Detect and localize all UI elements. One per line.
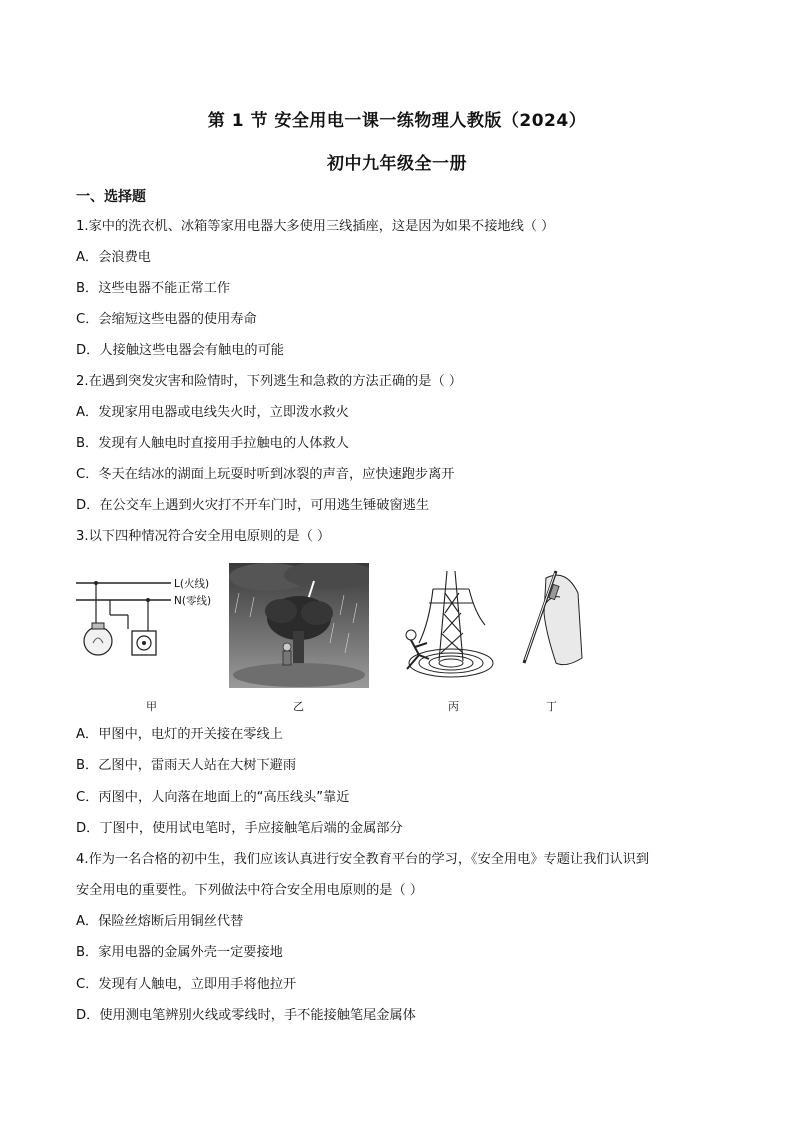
question-2-stem: 2.在遇到突发灾害和险情时，下列逃生和急救的方法正确的是（ ） bbox=[76, 374, 463, 389]
test-pen-figure bbox=[516, 563, 586, 673]
question-3-option-a: A．甲图中，电灯的开关接在零线上 bbox=[76, 727, 283, 742]
question-1-option-a: A．会浪费电 bbox=[76, 250, 151, 265]
question-2-option-a: A．发现家用电器或电线失火时，立即泼水救火 bbox=[76, 405, 349, 420]
question-4-option-d: D．使用测电笔辨别火线或零线时，手不能接触笔尾金属体 bbox=[76, 1008, 416, 1023]
question-2-option-c: C．冬天在结冰的湖面上玩耍时听到冰裂的声音，应快速跑步离开 bbox=[76, 467, 455, 482]
figure-label-bing: 丙 bbox=[448, 700, 459, 713]
section-heading: 一、选择题 bbox=[76, 189, 146, 205]
question-3-option-d: D．丁图中，使用试电笔时，手应接触笔后端的金属部分 bbox=[76, 821, 403, 836]
question-4-option-c: C．发现有人触电，立即用手将他拉开 bbox=[76, 977, 297, 992]
question-1-stem: 1.家中的洗衣机、冰箱等家用电器大多使用三线插座，这是因为如果不接地线（ ） bbox=[76, 219, 555, 234]
power-tower-figure bbox=[389, 563, 499, 693]
question-2-option-b: B．发现有人触电时直接用手拉触电的人体救人 bbox=[76, 436, 349, 451]
question-4-stem-line2: 安全用电的重要性。下列做法中符合安全用电原则的是（ ） bbox=[76, 883, 424, 898]
neutral-wire-label: N(零线) bbox=[174, 595, 212, 607]
page-title: 第 1 节 安全用电一课一练物理人教版（2024） bbox=[207, 111, 587, 131]
question-3-option-b: B．乙图中，雷雨天人站在大树下避雨 bbox=[76, 758, 297, 773]
question-3-option-c: C．丙图中，人向落在地面上的“高压线头”靠近 bbox=[76, 790, 350, 805]
question-4-option-a: A．保险丝熔断后用铜丝代替 bbox=[76, 914, 244, 929]
question-2-option-d: D．在公交车上遇到火灾打不开车门时，可用逃生锤破窗逃生 bbox=[76, 498, 430, 513]
question-1-option-c: C．会缩短这些电器的使用寿命 bbox=[76, 312, 257, 327]
question-1-option-b: B．这些电器不能正常工作 bbox=[76, 281, 231, 296]
question-3-figures bbox=[76, 563, 596, 713]
page-subtitle: 初中九年级全一册 bbox=[327, 154, 467, 174]
thunderstorm-tree-figure bbox=[229, 563, 369, 688]
question-3-stem: 3.以下四种情况符合安全用电原则的是（ ） bbox=[76, 529, 331, 544]
figure-label-jia: 甲 bbox=[146, 700, 157, 713]
question-1-option-d: D．人接触这些电器会有触电的可能 bbox=[76, 343, 284, 358]
question-4-option-b: B．家用电器的金属外壳一定要接地 bbox=[76, 945, 283, 960]
live-wire-label: L(火线) bbox=[174, 578, 210, 590]
figure-label-ding: 丁 bbox=[546, 700, 557, 713]
figure-label-yi: 乙 bbox=[293, 700, 304, 713]
question-4-stem-line1: 4.作为一名合格的初中生，我们应该认真进行安全教育平台的学习，《安全用电》专题让我们认识到 bbox=[76, 852, 650, 867]
